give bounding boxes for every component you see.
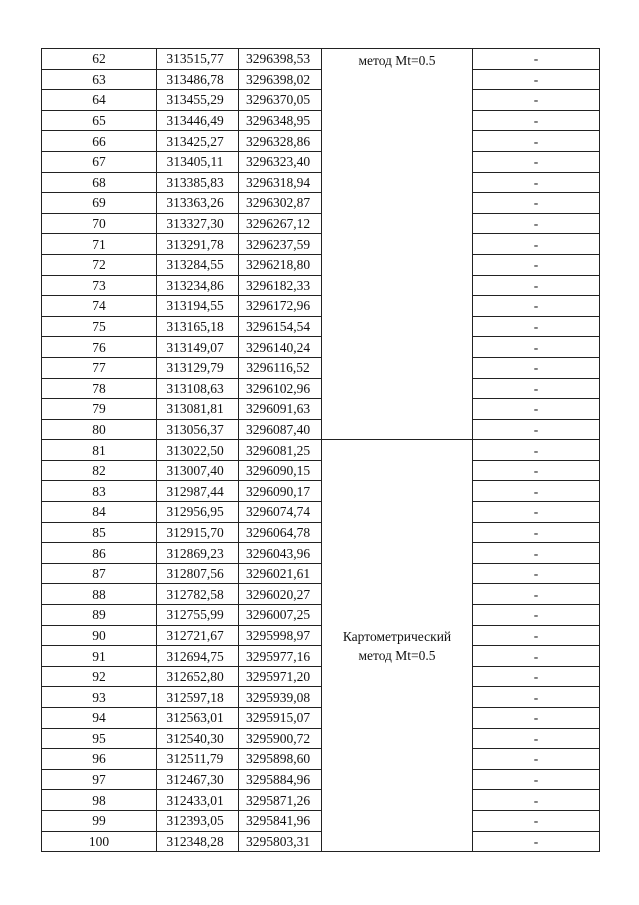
point-number-cell: 62 <box>42 49 157 70</box>
point-number-cell: 89 <box>42 605 157 626</box>
y-coordinate-cell: 3296043,96 <box>239 543 322 564</box>
value-cell: - <box>473 605 600 626</box>
point-number-cell: 74 <box>42 296 157 317</box>
table-row <box>42 110 600 131</box>
point-number-cell: 88 <box>42 584 157 605</box>
table-row <box>42 749 600 770</box>
y-coordinate-cell: 3295971,20 <box>239 666 322 687</box>
table-row <box>42 563 600 584</box>
point-number-cell: 77 <box>42 357 157 378</box>
x-coordinate-cell: 313327,30 <box>157 213 239 234</box>
method-label-line-2: метод Mt=0.5 <box>358 647 436 663</box>
y-coordinate-cell: 3295871,26 <box>239 790 322 811</box>
y-coordinate-cell: 3296007,25 <box>239 605 322 626</box>
y-coordinate-cell: 3296074,74 <box>239 502 322 523</box>
point-number-cell: 86 <box>42 543 157 564</box>
table-row <box>42 625 600 646</box>
y-coordinate-cell: 3296091,63 <box>239 399 322 420</box>
point-number-cell: 92 <box>42 666 157 687</box>
value-cell: - <box>473 193 600 214</box>
table-row <box>42 49 600 70</box>
x-coordinate-cell: 312807,56 <box>157 563 239 584</box>
y-coordinate-cell: 3295841,96 <box>239 810 322 831</box>
y-coordinate-cell: 3296182,33 <box>239 275 322 296</box>
table-row <box>42 769 600 790</box>
value-cell: - <box>473 172 600 193</box>
x-coordinate-cell: 312652,80 <box>157 666 239 687</box>
table-row <box>42 254 600 275</box>
x-coordinate-cell: 312721,67 <box>157 625 239 646</box>
value-cell: - <box>473 234 600 255</box>
y-coordinate-cell: 3295898,60 <box>239 749 322 770</box>
point-number-cell: 70 <box>42 213 157 234</box>
table-row <box>42 831 600 852</box>
y-coordinate-cell: 3295915,07 <box>239 708 322 729</box>
y-coordinate-cell: 3295900,72 <box>239 728 322 749</box>
value-cell: - <box>473 399 600 420</box>
y-coordinate-cell: 3296116,52 <box>239 357 322 378</box>
value-cell: - <box>473 275 600 296</box>
value-cell: - <box>473 440 600 461</box>
x-coordinate-cell: 313486,78 <box>157 69 239 90</box>
y-coordinate-cell: 3296087,40 <box>239 419 322 440</box>
point-number-cell: 63 <box>42 69 157 90</box>
point-number-cell: 78 <box>42 378 157 399</box>
x-coordinate-cell: 313284,55 <box>157 254 239 275</box>
table-row <box>42 605 600 626</box>
table-row <box>42 378 600 399</box>
point-number-cell: 73 <box>42 275 157 296</box>
point-number-cell: 93 <box>42 687 157 708</box>
value-cell: - <box>473 502 600 523</box>
y-coordinate-cell: 3296020,27 <box>239 584 322 605</box>
point-number-cell: 64 <box>42 90 157 111</box>
table-row <box>42 399 600 420</box>
table-row <box>42 481 600 502</box>
coordinates-table <box>41 48 600 852</box>
coordinates-table-body <box>42 49 600 852</box>
table-row <box>42 522 600 543</box>
table-row <box>42 419 600 440</box>
x-coordinate-cell: 312540,30 <box>157 728 239 749</box>
y-coordinate-cell: 3296318,94 <box>239 172 322 193</box>
table-row <box>42 275 600 296</box>
table-row <box>42 502 600 523</box>
x-coordinate-cell: 313385,83 <box>157 172 239 193</box>
x-coordinate-cell: 313129,79 <box>157 357 239 378</box>
y-coordinate-cell: 3295884,96 <box>239 769 322 790</box>
table-row <box>42 708 600 729</box>
value-cell: - <box>473 69 600 90</box>
x-coordinate-cell: 313149,07 <box>157 337 239 358</box>
point-number-cell: 97 <box>42 769 157 790</box>
x-coordinate-cell: 312563,01 <box>157 708 239 729</box>
x-coordinate-cell: 313291,78 <box>157 234 239 255</box>
x-coordinate-cell: 312755,99 <box>157 605 239 626</box>
y-coordinate-cell: 3296064,78 <box>239 522 322 543</box>
table-row <box>42 810 600 831</box>
point-number-cell: 65 <box>42 110 157 131</box>
x-coordinate-cell: 312597,18 <box>157 687 239 708</box>
value-cell: - <box>473 110 600 131</box>
x-coordinate-cell: 313165,18 <box>157 316 239 337</box>
table-row <box>42 69 600 90</box>
x-coordinate-cell: 313405,11 <box>157 151 239 172</box>
x-coordinate-cell: 312869,23 <box>157 543 239 564</box>
table-row <box>42 460 600 481</box>
x-coordinate-cell: 312987,44 <box>157 481 239 502</box>
point-number-cell: 96 <box>42 749 157 770</box>
table-row <box>42 172 600 193</box>
y-coordinate-cell: 3296154,54 <box>239 316 322 337</box>
point-number-cell: 81 <box>42 440 157 461</box>
value-cell: - <box>473 337 600 358</box>
x-coordinate-cell: 313515,77 <box>157 49 239 70</box>
x-coordinate-cell: 313056,37 <box>157 419 239 440</box>
y-coordinate-cell: 3296302,87 <box>239 193 322 214</box>
table-row <box>42 357 600 378</box>
point-number-cell: 79 <box>42 399 157 420</box>
value-cell: - <box>473 419 600 440</box>
point-number-cell: 82 <box>42 460 157 481</box>
y-coordinate-cell: 3296172,96 <box>239 296 322 317</box>
value-cell: - <box>473 666 600 687</box>
table-row <box>42 296 600 317</box>
x-coordinate-cell: 313446,49 <box>157 110 239 131</box>
value-cell: - <box>473 749 600 770</box>
value-cell: - <box>473 584 600 605</box>
y-coordinate-cell: 3295939,08 <box>239 687 322 708</box>
y-coordinate-cell: 3296398,02 <box>239 69 322 90</box>
point-number-cell: 84 <box>42 502 157 523</box>
y-coordinate-cell: 3296090,17 <box>239 481 322 502</box>
method-cell-group-1 <box>322 49 473 440</box>
table-row <box>42 193 600 214</box>
point-number-cell: 83 <box>42 481 157 502</box>
x-coordinate-cell: 313194,55 <box>157 296 239 317</box>
x-coordinate-cell: 313234,86 <box>157 275 239 296</box>
x-coordinate-cell: 312782,58 <box>157 584 239 605</box>
method-cell-group-2 <box>322 440 473 852</box>
x-coordinate-cell: 312433,01 <box>157 790 239 811</box>
y-coordinate-cell: 3296081,25 <box>239 440 322 461</box>
y-coordinate-cell: 3296237,59 <box>239 234 322 255</box>
table-row <box>42 151 600 172</box>
value-cell: - <box>473 254 600 275</box>
point-number-cell: 69 <box>42 193 157 214</box>
x-coordinate-cell: 312348,28 <box>157 831 239 852</box>
table-row <box>42 234 600 255</box>
x-coordinate-cell: 313007,40 <box>157 460 239 481</box>
value-cell: - <box>473 563 600 584</box>
value-cell: - <box>473 831 600 852</box>
table-row <box>42 131 600 152</box>
point-number-cell: 76 <box>42 337 157 358</box>
x-coordinate-cell: 313108,63 <box>157 378 239 399</box>
y-coordinate-cell: 3296267,12 <box>239 213 322 234</box>
table-row <box>42 728 600 749</box>
method-label: метод Mt=0.5 <box>358 53 436 68</box>
method-label-line-1: Картометрический <box>342 628 452 644</box>
point-number-cell: 98 <box>42 790 157 811</box>
value-cell: - <box>473 790 600 811</box>
point-number-cell: 80 <box>42 419 157 440</box>
table-row <box>42 316 600 337</box>
y-coordinate-cell: 3296370,05 <box>239 90 322 111</box>
y-coordinate-cell: 3296102,96 <box>239 378 322 399</box>
x-coordinate-cell: 313363,26 <box>157 193 239 214</box>
x-coordinate-cell: 313455,29 <box>157 90 239 111</box>
value-cell: - <box>473 810 600 831</box>
y-coordinate-cell: 3296140,24 <box>239 337 322 358</box>
value-cell: - <box>473 213 600 234</box>
y-coordinate-cell: 3296218,80 <box>239 254 322 275</box>
value-cell: - <box>473 728 600 749</box>
y-coordinate-cell: 3296398,53 <box>239 49 322 70</box>
y-coordinate-cell: 3296323,40 <box>239 151 322 172</box>
point-number-cell: 67 <box>42 151 157 172</box>
point-number-cell: 68 <box>42 172 157 193</box>
value-cell: - <box>473 481 600 502</box>
value-cell: - <box>473 49 600 70</box>
y-coordinate-cell: 3296328,86 <box>239 131 322 152</box>
point-number-cell: 99 <box>42 810 157 831</box>
value-cell: - <box>473 543 600 564</box>
y-coordinate-cell: 3296348,95 <box>239 110 322 131</box>
value-cell: - <box>473 522 600 543</box>
value-cell: - <box>473 357 600 378</box>
point-number-cell: 90 <box>42 625 157 646</box>
point-number-cell: 87 <box>42 563 157 584</box>
table-row <box>42 687 600 708</box>
table-row <box>42 337 600 358</box>
point-number-cell: 71 <box>42 234 157 255</box>
table-row <box>42 440 600 461</box>
y-coordinate-cell: 3296090,15 <box>239 460 322 481</box>
value-cell: - <box>473 90 600 111</box>
table-row <box>42 213 600 234</box>
x-coordinate-cell: 312467,30 <box>157 769 239 790</box>
value-cell: - <box>473 316 600 337</box>
value-cell: - <box>473 708 600 729</box>
table-row <box>42 90 600 111</box>
value-cell: - <box>473 378 600 399</box>
y-coordinate-cell: 3295977,16 <box>239 646 322 667</box>
y-coordinate-cell: 3296021,61 <box>239 563 322 584</box>
table-row <box>42 646 600 667</box>
table-row <box>42 543 600 564</box>
y-coordinate-cell: 3295998,97 <box>239 625 322 646</box>
value-cell: - <box>473 151 600 172</box>
x-coordinate-cell: 312915,70 <box>157 522 239 543</box>
point-number-cell: 66 <box>42 131 157 152</box>
table-row <box>42 584 600 605</box>
x-coordinate-cell: 312956,95 <box>157 502 239 523</box>
point-number-cell: 95 <box>42 728 157 749</box>
point-number-cell: 72 <box>42 254 157 275</box>
point-number-cell: 75 <box>42 316 157 337</box>
value-cell: - <box>473 687 600 708</box>
point-number-cell: 85 <box>42 522 157 543</box>
point-number-cell: 100 <box>42 831 157 852</box>
x-coordinate-cell: 312393,05 <box>157 810 239 831</box>
x-coordinate-cell: 312511,79 <box>157 749 239 770</box>
value-cell: - <box>473 131 600 152</box>
value-cell: - <box>473 769 600 790</box>
y-coordinate-cell: 3295803,31 <box>239 831 322 852</box>
point-number-cell: 94 <box>42 708 157 729</box>
value-cell: - <box>473 625 600 646</box>
value-cell: - <box>473 646 600 667</box>
table-row <box>42 666 600 687</box>
x-coordinate-cell: 313425,27 <box>157 131 239 152</box>
point-number-cell: 91 <box>42 646 157 667</box>
x-coordinate-cell: 313022,50 <box>157 440 239 461</box>
x-coordinate-cell: 312694,75 <box>157 646 239 667</box>
x-coordinate-cell: 313081,81 <box>157 399 239 420</box>
value-cell: - <box>473 296 600 317</box>
table-row <box>42 790 600 811</box>
value-cell: - <box>473 460 600 481</box>
